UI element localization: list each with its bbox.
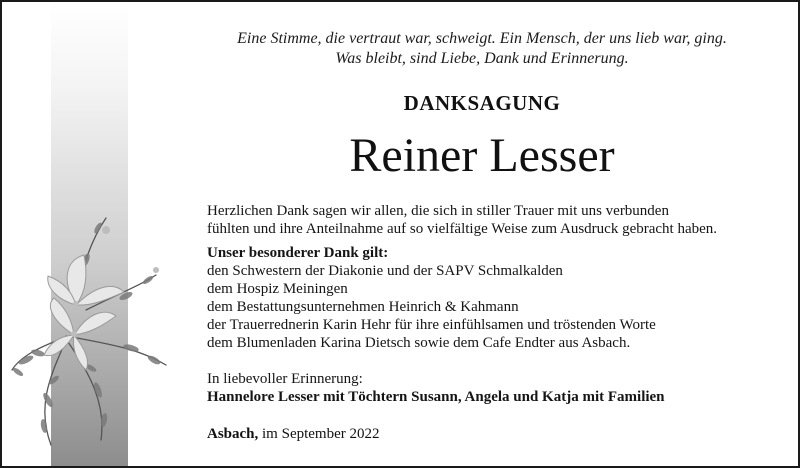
motto-line-1: Eine Stimme, die vertraut war, schweigt. Ein Mensch, der uns lieb war, ging. [237, 30, 727, 47]
memory-label: In liebevoller Erinnerung: [207, 371, 363, 387]
motto-verse [207, 29, 757, 69]
thanks-title: Unser besonderer Dank gilt: [207, 245, 389, 261]
intro-line-2: fühlten und ihre Anteilnahme auf so vielfältige Weise zum Ausdruck gebracht haben. [207, 221, 718, 237]
closing-place: Asbach, [207, 426, 259, 442]
thanks-item: dem Bestattungsunternehmen Heinrich & Kahmann [207, 299, 519, 315]
deceased-name: Reiner Lesser [349, 129, 615, 182]
thanks-item: der Trauerrednerin Karin Hehr für ihre einfühlsamen und tröstenden Worte [207, 317, 656, 333]
intro-line-1: Herzlichen Dank sagen wir allen, die sich in stiller Trauer mit uns verbunden [207, 203, 669, 219]
message-body [207, 202, 782, 406]
closing-date: im September 2022 [262, 426, 380, 442]
lily-bouquet-icon [6, 200, 171, 450]
thanks-item: dem Blumenladen Karina Dietsch sowie dem Cafe Endter aus Asbach. [207, 335, 631, 351]
place-date-line [207, 425, 380, 443]
page-heading: DANKSAGUNG [403, 91, 561, 115]
motto-line-2: Was bleibt, sind Liebe, Dank und Erinnerung. [335, 50, 629, 67]
thanks-item: dem Hospiz Meiningen [207, 281, 348, 297]
family-signature: Hannelore Lesser mit Töchtern Susann, Angela und Katja mit Familien [207, 389, 665, 405]
thanks-item: den Schwestern der Diakonie und der SAPV Schmalkalden [207, 263, 563, 279]
